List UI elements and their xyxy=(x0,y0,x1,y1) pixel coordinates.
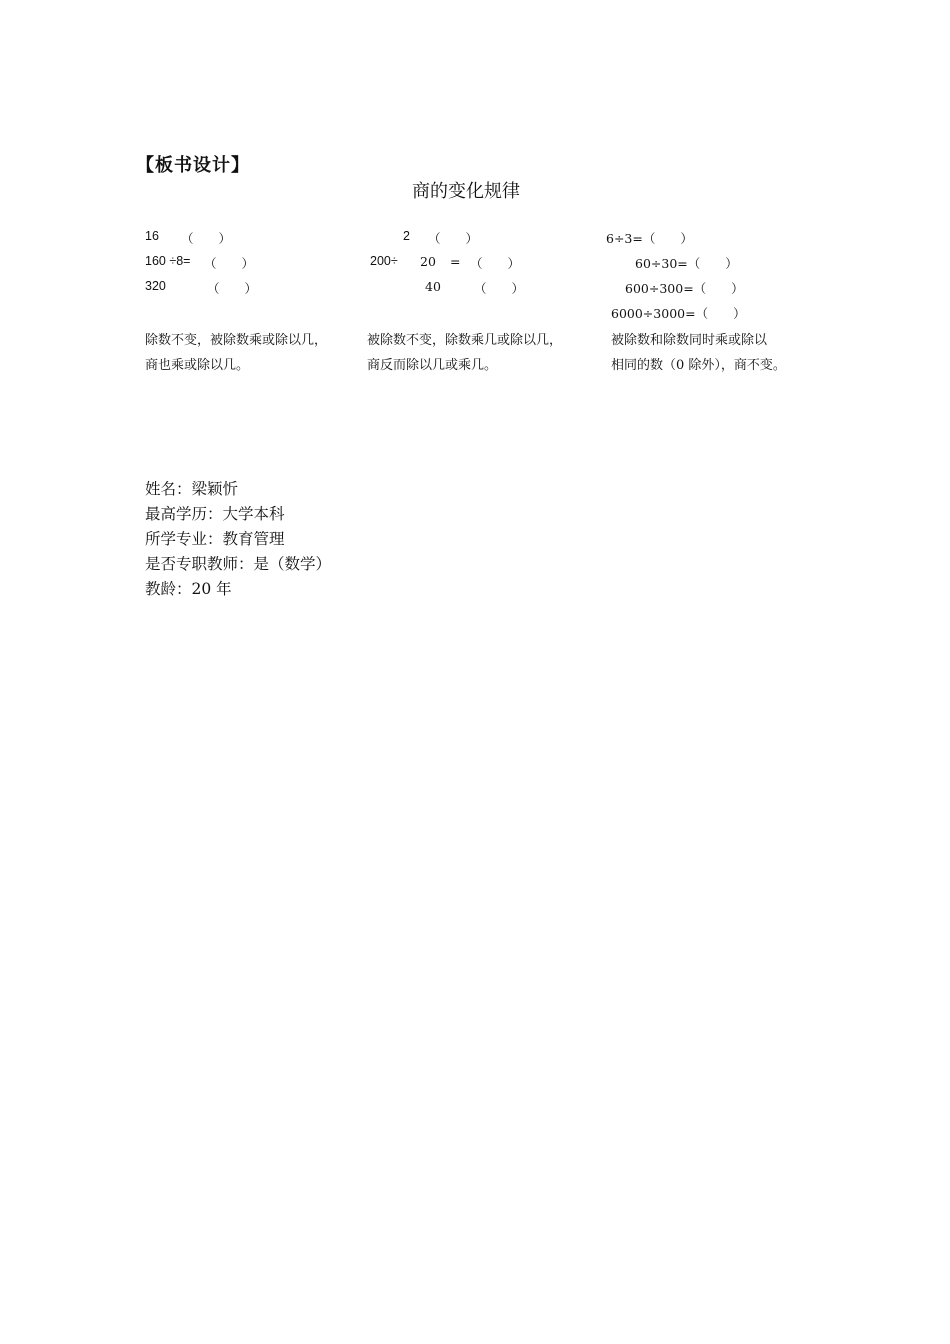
col1-note-line1: 除数不变，被除数乘或除以几， xyxy=(145,333,328,348)
col2-row2-blank: （ ） xyxy=(470,256,521,271)
profile-years: 教龄：20 年 xyxy=(145,580,232,598)
col3-row2: 60÷30=（ ） xyxy=(635,256,738,271)
col1-row3-dividend: 320 xyxy=(145,279,166,293)
col2-note-line1: 被除数不变，除数乘几或除以几， xyxy=(367,333,563,348)
col1-row3-blank: （ ） xyxy=(207,281,258,296)
col2-row2-divisor: 20 xyxy=(420,254,436,269)
col2-row2-dividend: 200÷ xyxy=(370,254,398,268)
col2-row3-divisor: 40 xyxy=(425,279,441,294)
col3-note-line2: 相同的数（0 除外），商不变。 xyxy=(611,358,786,373)
col1-note-line2: 商也乘或除以几。 xyxy=(145,358,250,373)
profile-name: 姓名：梁颖忻 xyxy=(145,480,239,498)
col3-note-line1: 被除数和除数同时乘或除以 xyxy=(611,333,768,348)
col3-row4: 6000÷3000=（ ） xyxy=(611,306,746,321)
col1-row1-dividend: 16 xyxy=(145,229,159,243)
col1-row2-blank: （ ） xyxy=(204,256,255,271)
col3-row3: 600÷300=（ ） xyxy=(625,281,744,296)
col3-row1: 6÷3=（ ） xyxy=(606,231,693,246)
col2-row1-divisor: 2 xyxy=(403,229,410,243)
profile-major: 所学专业：教育管理 xyxy=(145,530,285,548)
col2-row1-blank: （ ） xyxy=(428,231,479,246)
col2-note-line2: 商反而除以几或乘几。 xyxy=(367,358,498,373)
col2-row2-equals: = xyxy=(450,254,461,269)
board-heading: 【板书设计】 xyxy=(136,155,250,176)
profile-fulltime: 是否专职教师：是（数学） xyxy=(145,555,332,573)
board-title: 商的变化规律 xyxy=(412,181,520,202)
col1-row1-blank: （ ） xyxy=(181,231,232,246)
col1-row2-expression: 160 ÷8= xyxy=(145,254,191,268)
profile-education: 最高学历：大学本科 xyxy=(145,505,285,523)
col2-row3-blank: （ ） xyxy=(474,281,525,296)
